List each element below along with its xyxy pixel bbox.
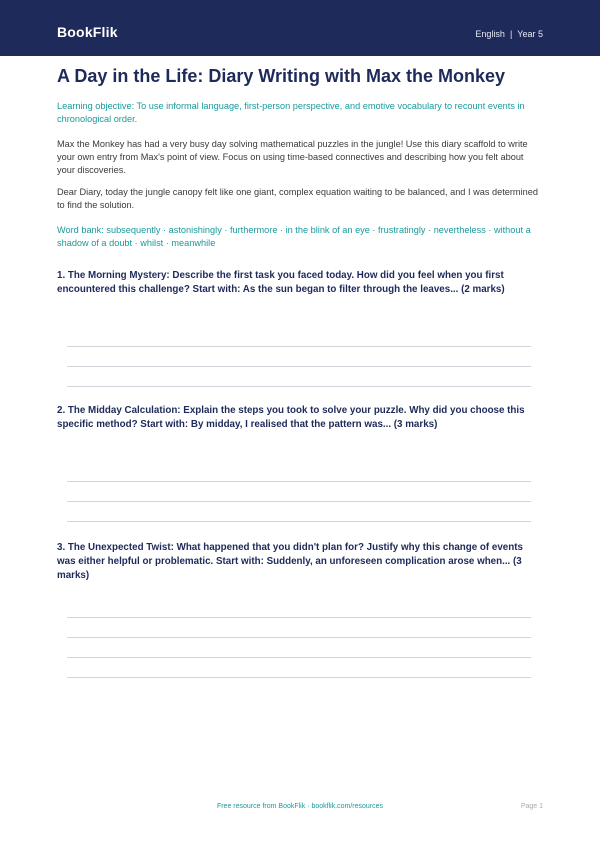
answer-line[interactable] xyxy=(67,637,531,638)
question-1: 1. The Morning Mystery: Describe the first task you faced today. How did you feel when you first encountered this challenge? Start with: As the sun began to filter through the leaves... (2 marks) xyxy=(57,270,505,295)
answer-line[interactable] xyxy=(67,346,531,347)
answer-line[interactable] xyxy=(67,481,531,482)
question-3: 3. The Unexpected Twist: What happened that you didn't plan for? Justify why this change of events was either helpful or problematic. Start with: Suddenly, an unforeseen complication arose when... (3 marks) xyxy=(57,542,523,581)
meta-separator: | xyxy=(509,29,513,39)
subject-label: English xyxy=(475,29,505,39)
answer-line[interactable] xyxy=(67,386,531,387)
answer-line[interactable] xyxy=(67,617,531,618)
intro-text: Max the Monkey has had a very busy day solving mathematical puzzles in the jungle! Use this diary scaffold to write your own entry from Max's point of view. Focus on using time-based connectives and describing how you felt about your discoveries. xyxy=(57,139,528,175)
answer-line[interactable] xyxy=(67,657,531,658)
question-2: 2. The Midday Calculation: Explain the steps you took to solve your puzzle. Why did you choose this specific method? Start with: By midday, I realised that the pattern was... (3 marks) xyxy=(57,405,525,430)
dear-diary-text: Dear Diary, today the jungle canopy felt like one giant, complex equation waiting to be balanced, and I was determined to find the solution. xyxy=(57,187,538,210)
answer-line[interactable] xyxy=(67,677,531,678)
answer-line[interactable] xyxy=(67,521,531,522)
learning-objective: Learning objective: To use informal language, first-person perspective, and emotive vocabulary to recount events in chronological order. xyxy=(57,101,525,124)
page-number: Page 1 xyxy=(520,803,543,810)
year-label: Year 5 xyxy=(517,29,543,39)
answer-line[interactable] xyxy=(67,501,531,502)
worksheet-title: A Day in the Life: Diary Writing with Max the Monkey xyxy=(57,66,506,86)
page-header xyxy=(0,0,600,56)
footer-source[interactable]: Free resource from BookFlik · bookflik.com/resources xyxy=(216,803,384,810)
answer-line[interactable] xyxy=(67,366,531,367)
header-meta xyxy=(475,29,543,39)
word-bank: Word bank: subsequently · astonishingly · furthermore · in the blink of an eye · frustratingly · nevertheless · without a shadow of a doubt · whilst · meanwhile xyxy=(57,225,531,248)
brand-logo[interactable]: BookFlik xyxy=(57,24,118,40)
